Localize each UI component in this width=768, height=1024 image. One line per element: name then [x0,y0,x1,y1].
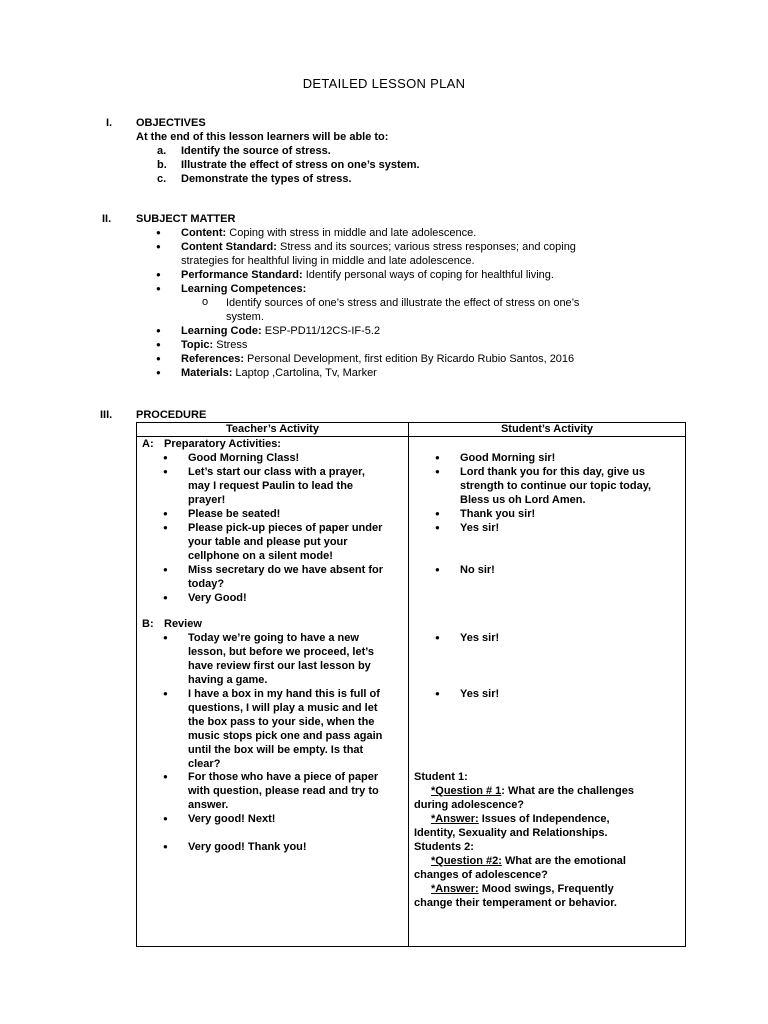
subject-matter-heading: SUBJECT MATTER [136,213,236,225]
student-line: ● Yes sir! [460,521,499,535]
student-line: ● Good Morning sir! [460,451,555,465]
teacher-line: cellphone on a silent mode! [188,550,333,562]
teacher-line: lesson, but before we proceed, let’s [188,646,375,658]
student2-question: *Question #2: What are the emotional [431,855,626,867]
teacher-line: answer. [188,799,229,811]
teacher-line: ● Let’s start our class with a prayer, [188,465,365,479]
teacher-line: ● Good Morning Class! [188,451,299,465]
procedure-number: III. [100,409,113,421]
objective-marker: a. [157,145,167,157]
teacher-line: ● Please be seated! [188,507,280,521]
teacher-line: music stops pick one and pass again [188,730,383,742]
teacher-line: have review first our last lesson by [188,660,371,672]
student2-answer: *Answer: Mood swings, Frequently [431,883,614,895]
section-a-title: Preparatory Activities: [164,438,281,450]
teacher-activity-header: Teacher’s Activity [137,423,409,437]
student-line: ● Thank you sir! [460,507,535,521]
topic-item: ● Topic: Stress [181,338,247,352]
teacher-line: today? [188,578,225,590]
objectives-number: I. [106,117,113,129]
objective-item: Illustrate the effect of stress on one’s system. [181,159,420,171]
teacher-line: until the box will be empty. Is that [188,744,364,756]
competence-subitem-line2: system. [226,311,264,323]
student1-label: Student 1: [414,771,468,783]
content-standard-line2: strategies for healthful living in middle and late adolescence. [181,255,475,267]
teacher-line: the box pass to your side, when the [188,716,375,728]
objective-item: Demonstrate the types of stress. [181,173,352,185]
teacher-line: ● I have a box in my hand this is full of [188,687,380,701]
section-b-title: Review [164,618,202,630]
competence-subitem: o Identify sources of one’s stress and illustrate the effect of stress on one’s [226,296,579,310]
teacher-line: ● Very good! Thank you! [188,840,307,854]
procedure-heading: PROCEDURE [136,409,207,421]
subject-matter-number: II. [102,213,112,225]
student2-label: Students 2: [414,841,474,853]
objectives-intro: At the end of this lesson learners will be able to: [136,131,389,143]
student-line: strength to continue our topic today, [460,480,652,492]
teacher-line: ● Miss secretary do we have absent for [188,563,383,577]
teacher-line: may I request Paulin to lead the [188,480,354,492]
student-line: ● No sir! [460,563,495,577]
materials-item: ● Materials: Laptop ,Cartolina, Tv, Marker [181,366,377,380]
student-activity-header: Student’s Activity [409,423,686,437]
teacher-line: your table and please put your [188,536,348,548]
learning-competences-item: ● Learning Competences: [181,282,306,296]
performance-standard-item: ● Performance Standard: Identify personal ways of coping for healthful living. [181,268,554,282]
student2-question-line2: changes of adolescence? [414,869,548,881]
teacher-line: ● Please pick-up pieces of paper under [188,521,382,535]
teacher-line: clear? [188,758,221,770]
section-b-marker: B: [142,618,154,630]
section-a-marker: A: [142,438,154,450]
teacher-line: prayer! [188,494,226,506]
teacher-line: ● Very good! Next! [188,812,275,826]
objectives-heading: OBJECTIVES [136,117,206,129]
student-line: Bless us oh Lord Amen. [460,494,586,506]
content-item: ● Content: Coping with stress in middle and late adolescence. [181,226,476,240]
learning-code-item: ● Learning Code: ESP-PD11/12CS-IF-5.2 [181,324,380,338]
objective-marker: c. [157,173,167,185]
objective-marker: b. [157,159,167,171]
teacher-line: ● For those who have a piece of paper [188,770,378,784]
student1-answer-line2: Identity, Sexuality and Relationships. [414,827,608,839]
references-item: ● References: Personal Development, first edition By Ricardo Rubio Santos, 2016 [181,352,574,366]
objective-item: Identify the source of stress. [181,145,331,157]
student-line: ● Yes sir! [460,687,499,701]
content-standard-item: ● Content Standard: Stress and its sources; various stress responses; and coping [181,240,576,254]
teacher-line: ● Today we’re going to have a new [188,631,359,645]
student-line: ● Lord thank you for this day, give us [460,465,645,479]
teacher-line: ● Very Good! [188,591,247,605]
teacher-line: questions, I will play a music and let [188,702,378,714]
student-line: ● Yes sir! [460,631,499,645]
student1-question-line2: during adolescence? [414,799,525,811]
teacher-line: having a game. [188,674,268,686]
student1-answer: *Answer: Issues of Independence, [431,813,610,825]
document-title: DETAILED LESSON PLAN [302,76,466,91]
teacher-line: with question, please read and try to [188,785,379,797]
student2-answer-line2: change their temperament or behavior. [414,897,617,909]
student1-question: *Question # 1: What are the challenges [431,785,634,797]
